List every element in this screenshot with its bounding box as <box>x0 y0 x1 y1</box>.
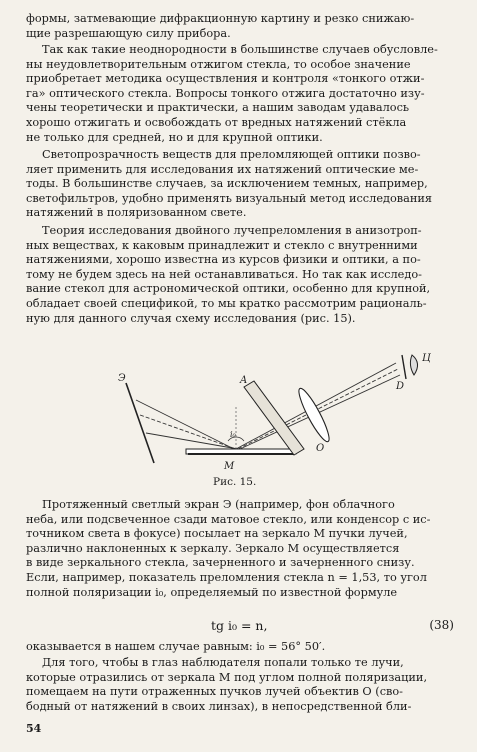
label-objective: O <box>316 443 325 454</box>
text-line: неба, или подсвеченное сзади матовое стекло, или конденсор с ис- <box>26 512 431 526</box>
text-line: тоды. В большинстве случаев, за исключением темных, например, <box>26 177 428 191</box>
screen-line <box>126 383 154 463</box>
paragraph-3 <box>26 148 454 221</box>
text-line: натяжений в поляризованном свете. <box>26 206 247 220</box>
text-line: оказывается в нашем случае равным: i₀ = 56° 50′. <box>26 640 326 653</box>
text-line: светофильтров, удобно применять визуальный метод исследования <box>26 191 433 205</box>
paragraph-2 <box>26 43 454 145</box>
book-page <box>26 0 454 752</box>
text-line: Для того, чтобы в глаз наблюдателя попали только те лучи, <box>42 656 404 669</box>
text-line: Так как такие неоднородности в большинстве случаев обусловле- <box>42 43 438 56</box>
analyzer-plate <box>244 381 304 455</box>
formula-number: (38) <box>429 618 454 632</box>
incident-ray <box>140 415 236 449</box>
eye-icon <box>410 355 417 375</box>
figure-caption: Рис. 15. <box>213 476 257 488</box>
text-line: Если, например, показатель преломления стекла n = 1,53, то угол <box>26 570 427 584</box>
paragraph-5 <box>26 498 454 600</box>
optical-scheme-diagram <box>116 345 446 475</box>
text-line: чены теоретически и практически, а нашим заводам удавалось <box>26 101 410 115</box>
text-line: щие разрешающую силу прибора. <box>26 26 231 40</box>
text-line: в виде зеркального стекла, зачерненного и зачерненного снизу. <box>26 556 415 570</box>
text-line: обладает своей спецификой, то мы кратко рассмотрим рациональ- <box>26 296 427 310</box>
text-line: приобретает методика осуществления и контроля «тонкого отжи- <box>26 72 425 86</box>
text-line: натяжениями, хорошо известна из курсов физики и оптики, а по- <box>26 253 421 267</box>
text-line: Светопрозрачность веществ для преломляющей оптики позво- <box>42 148 421 161</box>
text-line: различно наклоненных к зеркалу. Зеркало M осуществляется <box>26 541 400 555</box>
paragraph-1 <box>26 12 454 41</box>
text-line: ны неудовлетворительным отжигом стекла, то особое значение <box>26 57 411 71</box>
text-line: тому не будем здесь на ней останавливаться. Но так как исследо- <box>26 267 422 281</box>
text-line: помещаем на пути отраженных пучков лучей объектив O (сво- <box>26 685 404 699</box>
formula: tg i₀ = n, <box>211 618 268 633</box>
paragraph-6 <box>26 640 454 655</box>
text-line: бодный от натяжений в своих линзах), в непосредственной бли- <box>26 699 412 713</box>
paragraph-7 <box>26 656 454 714</box>
incident-ray <box>146 433 238 449</box>
label-mirror: M <box>224 461 235 472</box>
text-line: га» оптического стекла. Вопросы тонкого отжига достаточно изу- <box>26 86 425 100</box>
text-line: которые отразились от зеркала M под углом полной поляризации, <box>26 670 428 684</box>
label-diaphragm: D <box>396 381 405 392</box>
figure-15 <box>116 345 446 485</box>
text-line: ляет применить для исследования их натяжений оптические ме- <box>26 162 419 176</box>
objective-lens <box>295 386 334 445</box>
text-line: вание стекол для астрономической оптики, особенно для крупной, <box>26 282 431 296</box>
text-line: ную для данного случая схему исследования (рис. 15). <box>26 311 356 325</box>
text-line: Теория исследования двойного лучепреломления в анизотроп- <box>42 224 422 237</box>
label-eye: Ц <box>422 353 431 364</box>
label-analyzer: A <box>240 375 248 386</box>
incident-ray <box>136 400 234 449</box>
text-line: Протяженный светлый экран Э (например, фон облачного <box>42 498 395 511</box>
label-screen: Э <box>118 373 126 384</box>
paragraph-4 <box>26 224 454 326</box>
text-line: точником света в фокусе) посылает на зеркало M пучки лучей, <box>26 527 408 541</box>
text-line: формы, затмевающие дифракционную картину и резко снижаю- <box>26 12 415 25</box>
text-line: хорошо отжигать и освобождать от вредных натяжений стёкла <box>26 115 407 129</box>
text-line: ных веществах, к каковым принадлежит и стекло с внутренними <box>26 238 418 252</box>
text-line: не только для средней, но и для крупной оптики. <box>26 130 323 144</box>
page-number: 54 <box>26 722 42 735</box>
text-line: полной поляризации i₀, определяемый по известной формуле <box>26 585 398 599</box>
label-angle: i₀ <box>230 430 236 439</box>
diaphragm <box>402 355 406 379</box>
